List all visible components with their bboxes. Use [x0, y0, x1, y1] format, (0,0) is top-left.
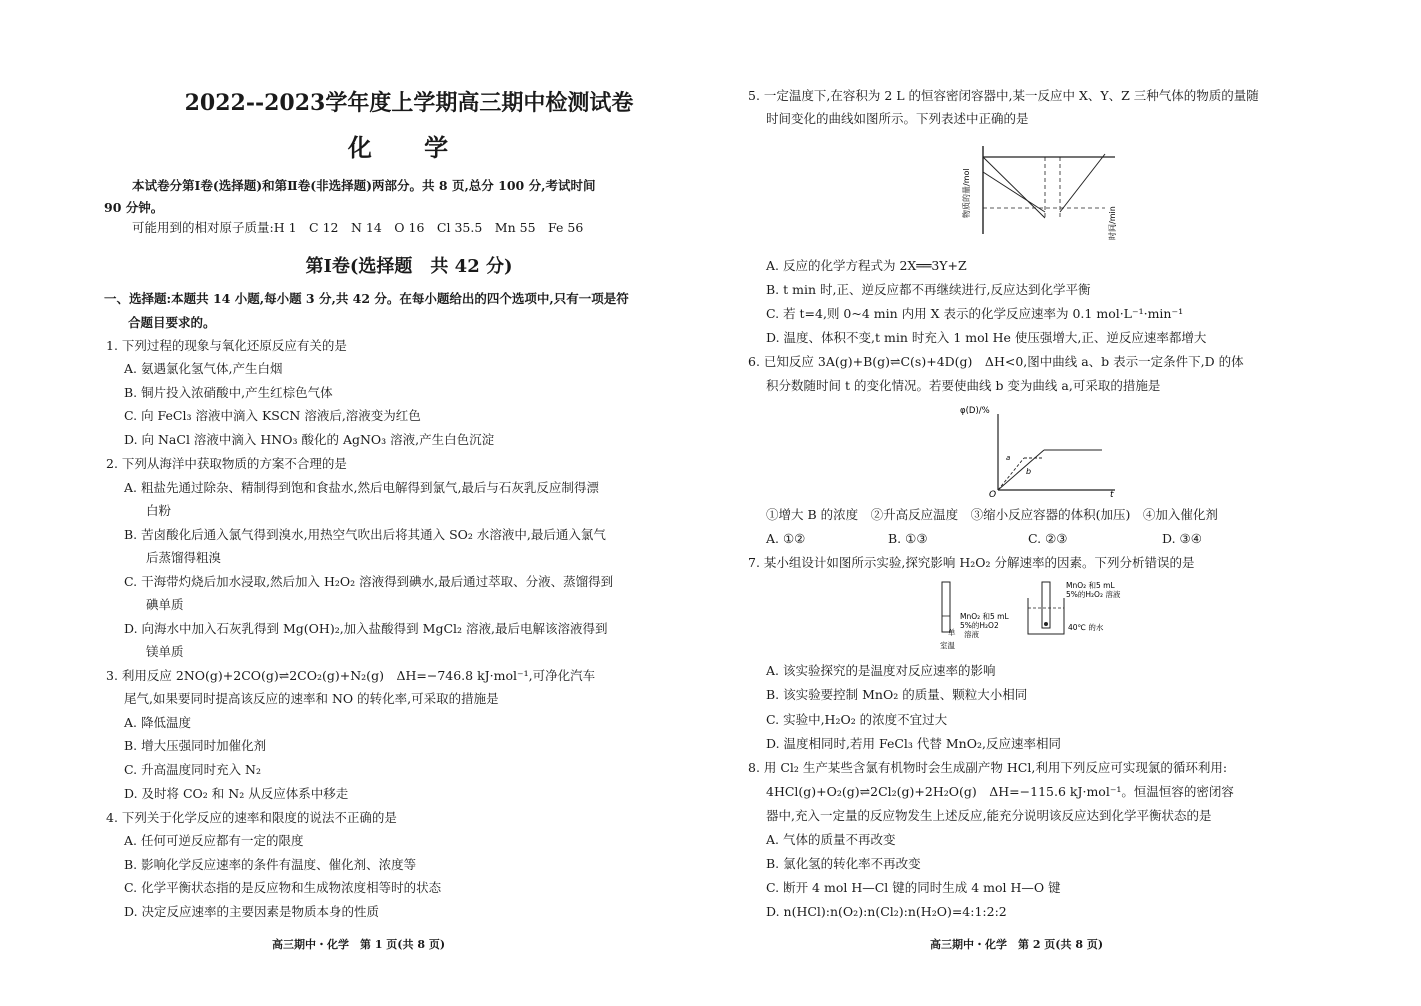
q7-left-label-3: 溶液	[964, 630, 979, 639]
q5-graph	[955, 140, 1125, 250]
q1-stem: 1. 下列过程的现象与氧化还原反应有关的是	[106, 338, 347, 353]
q5-x-label: 时间/min	[1108, 206, 1117, 240]
q4-option-b: B. 影响化学反应速率的条件有温度、催化剂、浓度等	[124, 857, 417, 872]
q5-y-label: 物质的量/mol	[962, 168, 971, 218]
footer-page-1: 高三期中・化学 第 1 页(共 8 页)	[272, 938, 446, 951]
q7-left-label-2: 5%的H₂O2	[960, 621, 999, 630]
q6-measures: ①增大 B 的浓度 ②升高反应温度 ③缩小反应容器的体积(加压) ④加入催化剂	[766, 507, 1218, 522]
q8-option-c: C. 断开 4 mol H—Cl 键的同时生成 4 mol H—O 键	[766, 880, 1061, 895]
q2-option-a-2: 白粉	[146, 503, 172, 518]
q6-curve-b	[998, 450, 1044, 490]
q7-left-label-4: 单	[948, 628, 956, 637]
q2-option-a-1: A. 粗盐先通过除杂、精制得到饱和食盐水,然后电解得到氯气,最后与石灰乳反应制得漂	[124, 480, 599, 495]
q3-option-c: C. 升高温度同时充入 N₂	[124, 762, 261, 777]
q6-curve-a	[998, 458, 1024, 490]
q5-option-a: A. 反应的化学方程式为 2X══3Y+Z	[766, 258, 967, 273]
q7-left-label-1: MnO₂ 和5 mL	[960, 612, 1009, 621]
q5-curve-z	[1060, 154, 1105, 212]
q7-beaker	[1028, 598, 1064, 634]
q3-stem-2: 尾气,如果要同时提高该反应的速率和 NO 的转化率,可采取的措施是	[124, 691, 499, 706]
q3-stem-1: 3. 利用反应 2NO(g)+2CO(g)⇌2CO₂(g)+N₂(g) ΔH=−746.8 kJ·mol⁻¹,可净化汽车	[106, 668, 596, 683]
q6-stem-2: 积分数随时间 t 的变化情况。若要使曲线 b 变为曲线 a,可采取的措施是	[766, 378, 1161, 393]
q5-option-b: B. t min 时,正、逆反应都不再继续进行,反应达到化学平衡	[766, 282, 1091, 297]
q6-x-label: t	[1110, 490, 1114, 498]
section-instruction-1: 一、选择题:本题共 14 小题,每小题 3 分,共 42 分。在每小题给出的四个选项中,只有一项是符	[104, 291, 629, 306]
q8-option-b: B. 氯化氢的转化率不再改变	[766, 856, 921, 871]
q7-right-label-2: 5%的H₂O₂ 溶液	[1066, 590, 1121, 599]
q5-stem-2: 时间变化的曲线如图所示。下列表述中正确的是	[766, 111, 1029, 126]
q7-left-label-5: 室温	[940, 641, 955, 650]
q8-stem-1: 8. 用 Cl₂ 生产某些含氯有机物时会生成副产物 HCl,利用下列反应可实现氯的循环利用:	[748, 760, 1228, 775]
q3-option-a: A. 降低温度	[124, 715, 191, 730]
q7-right-tube	[1042, 582, 1050, 628]
q1-option-b: B. 铜片投入浓硝酸中,产生红棕色气体	[124, 385, 333, 400]
q6-curve-b-label: b	[1026, 467, 1032, 476]
q5-stem-1: 5. 一定温度下,在容积为 2 L 的恒容密闭容器中,某一反应中 X、Y、Z 三种气体的物质的量随	[748, 88, 1259, 103]
intro-line-2: 90 分钟。	[104, 200, 164, 215]
q3-option-d: D. 及时将 CO₂ 和 N₂ 从反应体系中移走	[124, 786, 349, 801]
q8-option-d: D. n(HCl):n(O₂):n(Cl₂):n(H₂O)=4:1:2:2	[766, 904, 1007, 919]
q3-option-b: B. 增大压强同时加催化剂	[124, 738, 267, 753]
q2-option-d-2: 镁单质	[146, 644, 184, 659]
q7-bubble	[1044, 622, 1048, 626]
q6-curve-a-label: a	[1006, 454, 1011, 462]
section-title: 第Ⅰ卷(选择题 共 42 分)	[305, 256, 513, 277]
q6-origin: O	[989, 490, 997, 498]
subject-title: 化 学	[347, 133, 471, 162]
q4-stem: 4. 下列关于化学反应的速率和限度的说法不正确的是	[106, 810, 397, 825]
q6-graph	[960, 402, 1120, 498]
q6-option-a: A. ①②	[766, 531, 806, 546]
q7-option-b: B. 该实验要控制 MnO₂ 的质量、颗粒大小相同	[766, 687, 1028, 702]
q1-option-c: C. 向 FeCl₃ 溶液中滴入 KSCN 溶液后,溶液变为红色	[124, 408, 421, 423]
q6-option-d: D. ③④	[1162, 531, 1202, 546]
q2-stem: 2. 下列从海洋中获取物质的方案不合理的是	[106, 456, 347, 471]
q8-stem-2: 4HCl(g)+O₂(g)⇌2Cl₂(g)+2H₂O(g) ΔH=−115.6 kJ·mol⁻¹。恒温恒容的密闭容	[766, 784, 1234, 799]
atomic-masses: 可能用到的相对原子质量:H 1 C 12 N 14 O 16 Cl 35.5 Mn 55 Fe 56	[132, 220, 584, 235]
exam-title: 2022--2023学年度上学期高三期中检测试卷	[184, 90, 634, 116]
q7-figure	[930, 578, 1140, 654]
q1-option-a: A. 氨遇氯化氢气体,产生白烟	[124, 361, 283, 376]
q7-stem: 7. 某小组设计如图所示实验,探究影响 H₂O₂ 分解速率的因素。下列分析错误的是	[748, 555, 1195, 570]
q2-option-c-1: C. 干海带灼烧后加水浸取,然后加入 H₂O₂ 溶液得到碘水,最后通过萃取、分液、蒸馏得到	[124, 574, 614, 589]
intro-line-1: 本试卷分第Ⅰ卷(选择题)和第Ⅱ卷(非选择题)两部分。共 8 页,总分 100 分,考试时间	[132, 178, 596, 193]
q4-option-d: D. 决定反应速率的主要因素是物质本身的性质	[124, 904, 380, 919]
q7-right-label-1: MnO₂ 和5 mL	[1066, 581, 1115, 590]
q2-option-d-1: D. 向海水中加入石灰乳得到 Mg(OH)₂,加入盐酸得到 MgCl₂ 溶液,最后电解该溶液得到	[124, 621, 608, 636]
q4-option-a: A. 任何可逆反应都有一定的限度	[124, 833, 304, 848]
q7-left-tube	[942, 582, 950, 632]
q5-curve-y	[983, 172, 1045, 212]
q1-option-d: D. 向 NaCl 溶液中滴入 HNO₃ 酸化的 AgNO₃ 溶液,产生白色沉淀	[124, 432, 495, 447]
q6-option-b: B. ①③	[888, 531, 928, 546]
q2-option-c-2: 碘单质	[146, 597, 184, 612]
q5-curve-x	[983, 157, 1045, 218]
q2-option-b-2: 后蒸馏得粗溴	[146, 550, 222, 565]
q6-y-label: φ(D)/%	[960, 406, 990, 416]
q6-option-c: C. ②③	[1028, 531, 1068, 546]
q8-option-a: A. 气体的质量不再改变	[766, 832, 896, 847]
q2-option-b-1: B. 苦卤酸化后通入氯气得到溴水,用热空气吹出后将其通入 SO₂ 水溶液中,最后通入氯气	[124, 527, 606, 542]
q7-right-label-3: 40℃ 的水	[1068, 623, 1104, 632]
q5-option-c: C. 若 t=4,则 0~4 min 内用 X 表示的化学反应速率为 0.1 mol·L⁻¹·min⁻¹	[766, 306, 1184, 321]
q7-option-c: C. 实验中,H₂O₂ 的浓度不宜过大	[766, 712, 948, 727]
footer-page-2: 高三期中・化学 第 2 页(共 8 页)	[930, 938, 1104, 951]
q4-option-c: C. 化学平衡状态指的是反应物和生成物浓度相等时的状态	[124, 880, 442, 895]
q5-option-d: D. 温度、体积不变,t min 时充入 1 mol He 使压强增大,正、逆反应速率都增大	[766, 330, 1207, 345]
q7-option-a: A. 该实验探究的是温度对反应速率的影响	[766, 663, 996, 678]
q8-stem-3: 器中,充入一定量的反应物发生上述反应,能充分说明该反应达到化学平衡状态的是	[766, 808, 1212, 823]
q6-stem-1: 6. 已知反应 3A(g)+B(g)⇌C(s)+4D(g) ΔH<0,图中曲线 a、b 表示一定条件下,D 的体	[748, 354, 1244, 369]
section-instruction-2: 合题目要求的。	[128, 315, 216, 330]
q7-option-d: D. 温度相同时,若用 FeCl₃ 代替 MnO₂,反应速率相同	[766, 736, 1061, 751]
